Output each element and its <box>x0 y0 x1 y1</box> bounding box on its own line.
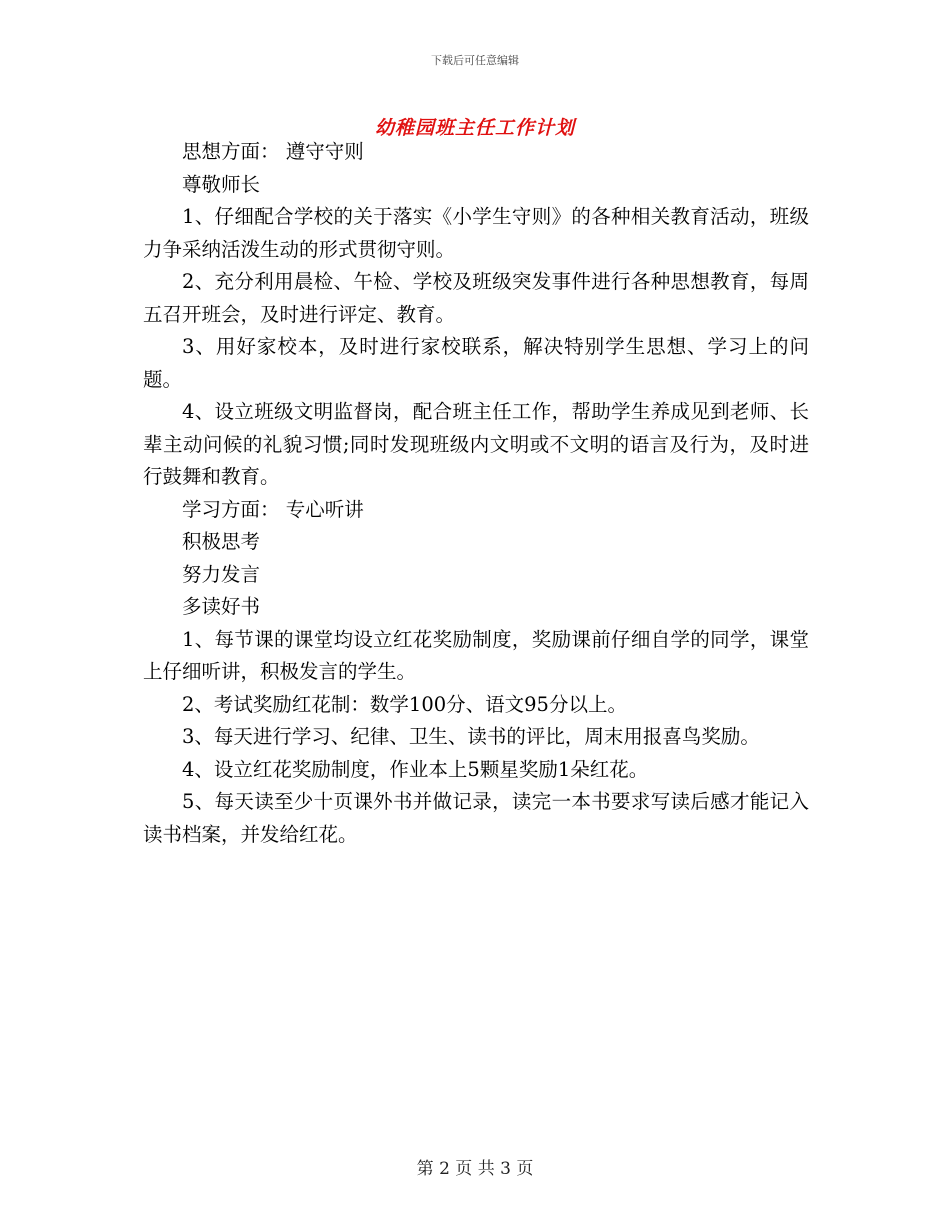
paragraph-ideology-item-1: 1、仔细配合学校的关于落实《小学生守则》的各种相关教育活动，班级力争采纳活泼生动的形式贯彻守则。 <box>143 205 809 261</box>
paragraph-ideology-heading: 思想方面： 遵守守则 <box>182 140 364 163</box>
paragraph-think-actively: 积极思考 <box>182 530 261 553</box>
paragraph-speak-up: 努力发言 <box>182 562 261 586</box>
paragraph-study-item-4: 4、设立红花奖励制度，作业本上5颗星奖励1朵红花。 <box>182 757 649 781</box>
document-title: 幼稚园班主任工作计划 <box>374 117 575 139</box>
paragraph-study-item-3: 3、每天进行学习、纪律、卫生、读书的评比，周末用报喜鸟奖励。 <box>182 725 760 748</box>
document-body <box>143 136 809 851</box>
paragraph-study-item-5: 5、每天读至少十页课外书并做记录，读完一本书要求写读后感才能记入读书档案，并发给红花。 <box>143 790 809 846</box>
page-header-note: 下载后可任意编辑 <box>431 54 519 67</box>
paragraph-read-more: 多读好书 <box>182 595 261 618</box>
paragraph-study-heading: 学习方面： 专心听讲 <box>182 497 364 521</box>
paragraph-ideology-item-3: 3、用好家校本，及时进行家校联系，解决特别学生思想、学习上的问题。 <box>143 335 809 391</box>
page-number-footer: 第 2 页 共 3 页 <box>416 1159 534 1179</box>
paragraph-respect-teachers: 尊敬师长 <box>182 172 261 196</box>
paragraph-ideology-item-4: 4、设立班级文明监督岗，配合班主任工作，帮助学生养成见到老师、长辈主动问候的礼貌习惯;同时发现班级内文明或不文明的语言及行为，及时进行鼓舞和教育。 <box>143 400 809 488</box>
paragraph-ideology-item-2: 2、充分利用晨检、午检、学校及班级突发事件进行各种思想教育，每周五召开班会，及时进行评定、教育。 <box>143 270 809 326</box>
paragraph-study-item-1: 1、每节课的课堂均设立红花奖励制度，奖励课前仔细自学的同学，课堂上仔细听讲，积极发言的学生。 <box>143 627 809 683</box>
paragraph-study-item-2: 2、考试奖励红花制：数学100分、语文95分以上。 <box>182 692 627 716</box>
